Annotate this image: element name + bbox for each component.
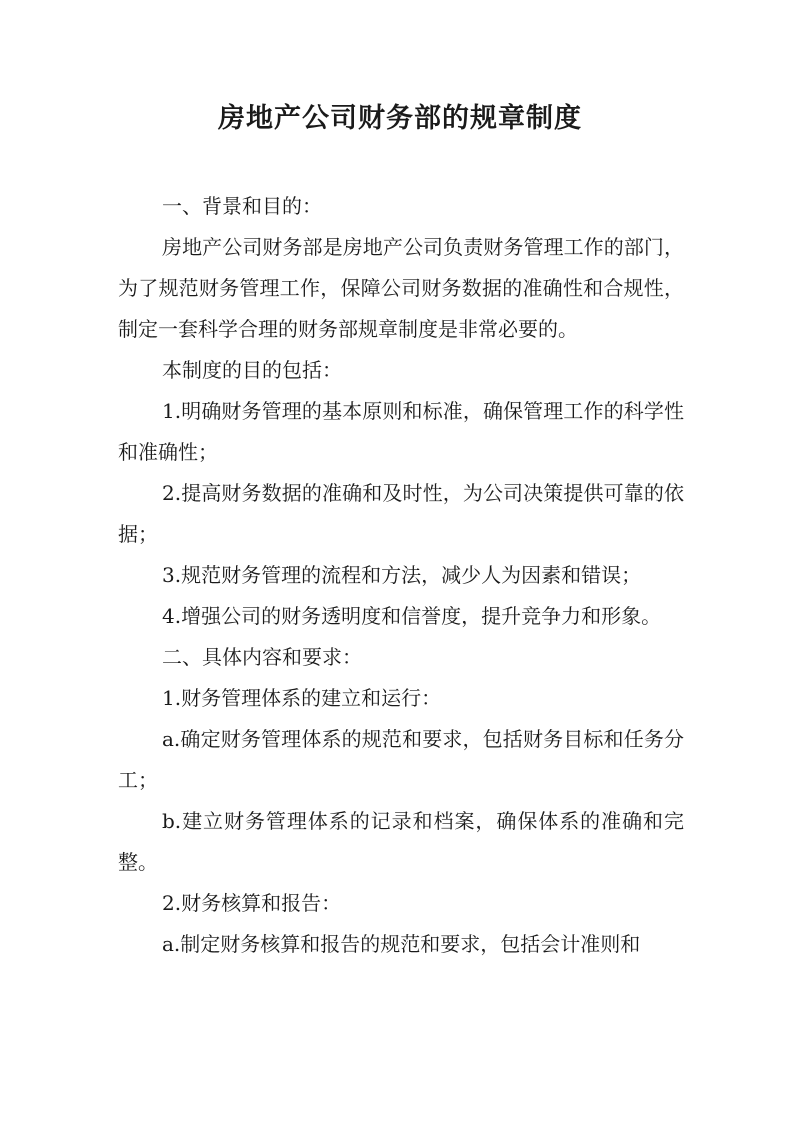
list-item-system-a: a.确定财务管理体系的规范和要求，包括财务目标和任务分工； (118, 727, 684, 792)
section-heading-background: 一、背景和目的： (162, 194, 322, 218)
paragraph-intro: 房地产公司财务部是房地产公司负责财务管理工作的部门，为了规范财务管理工作，保障公司财务数据的准确性和合规性，制定一套科学合理的财务部规章制度是非常必要的。 (118, 235, 684, 341)
subsection-heading-system: 1.财务管理体系的建立和运行： (162, 686, 442, 710)
paragraph-purpose-heading: 本制度的目的包括： (162, 358, 342, 382)
list-item-system-b: b.建立财务管理体系的记录和档案，确保体系的准确和完整。 (118, 809, 684, 874)
list-item-accounting-a: a.制定财务核算和报告的规范和要求，包括会计准则和 (162, 932, 641, 956)
list-item-purpose-2: 2.提高财务数据的准确和及时性，为公司决策提供可靠的依据； (118, 481, 684, 546)
document-title: 房地产公司财务部的规章制度 (218, 103, 582, 134)
section-heading-content: 二、具体内容和要求： (162, 645, 362, 669)
document-body (118, 186, 684, 965)
list-item-purpose-4: 4.增强公司的财务透明度和信誉度，提升竞争力和形象。 (162, 604, 662, 628)
list-item-purpose-3: 3.规范财务管理的流程和方法，减少人为因素和错误； (162, 563, 642, 587)
list-item-purpose-1: 1.明确财务管理的基本原则和标准，确保管理工作的科学性和准确性； (118, 399, 684, 464)
subsection-heading-accounting: 2.财务核算和报告： (162, 891, 342, 915)
